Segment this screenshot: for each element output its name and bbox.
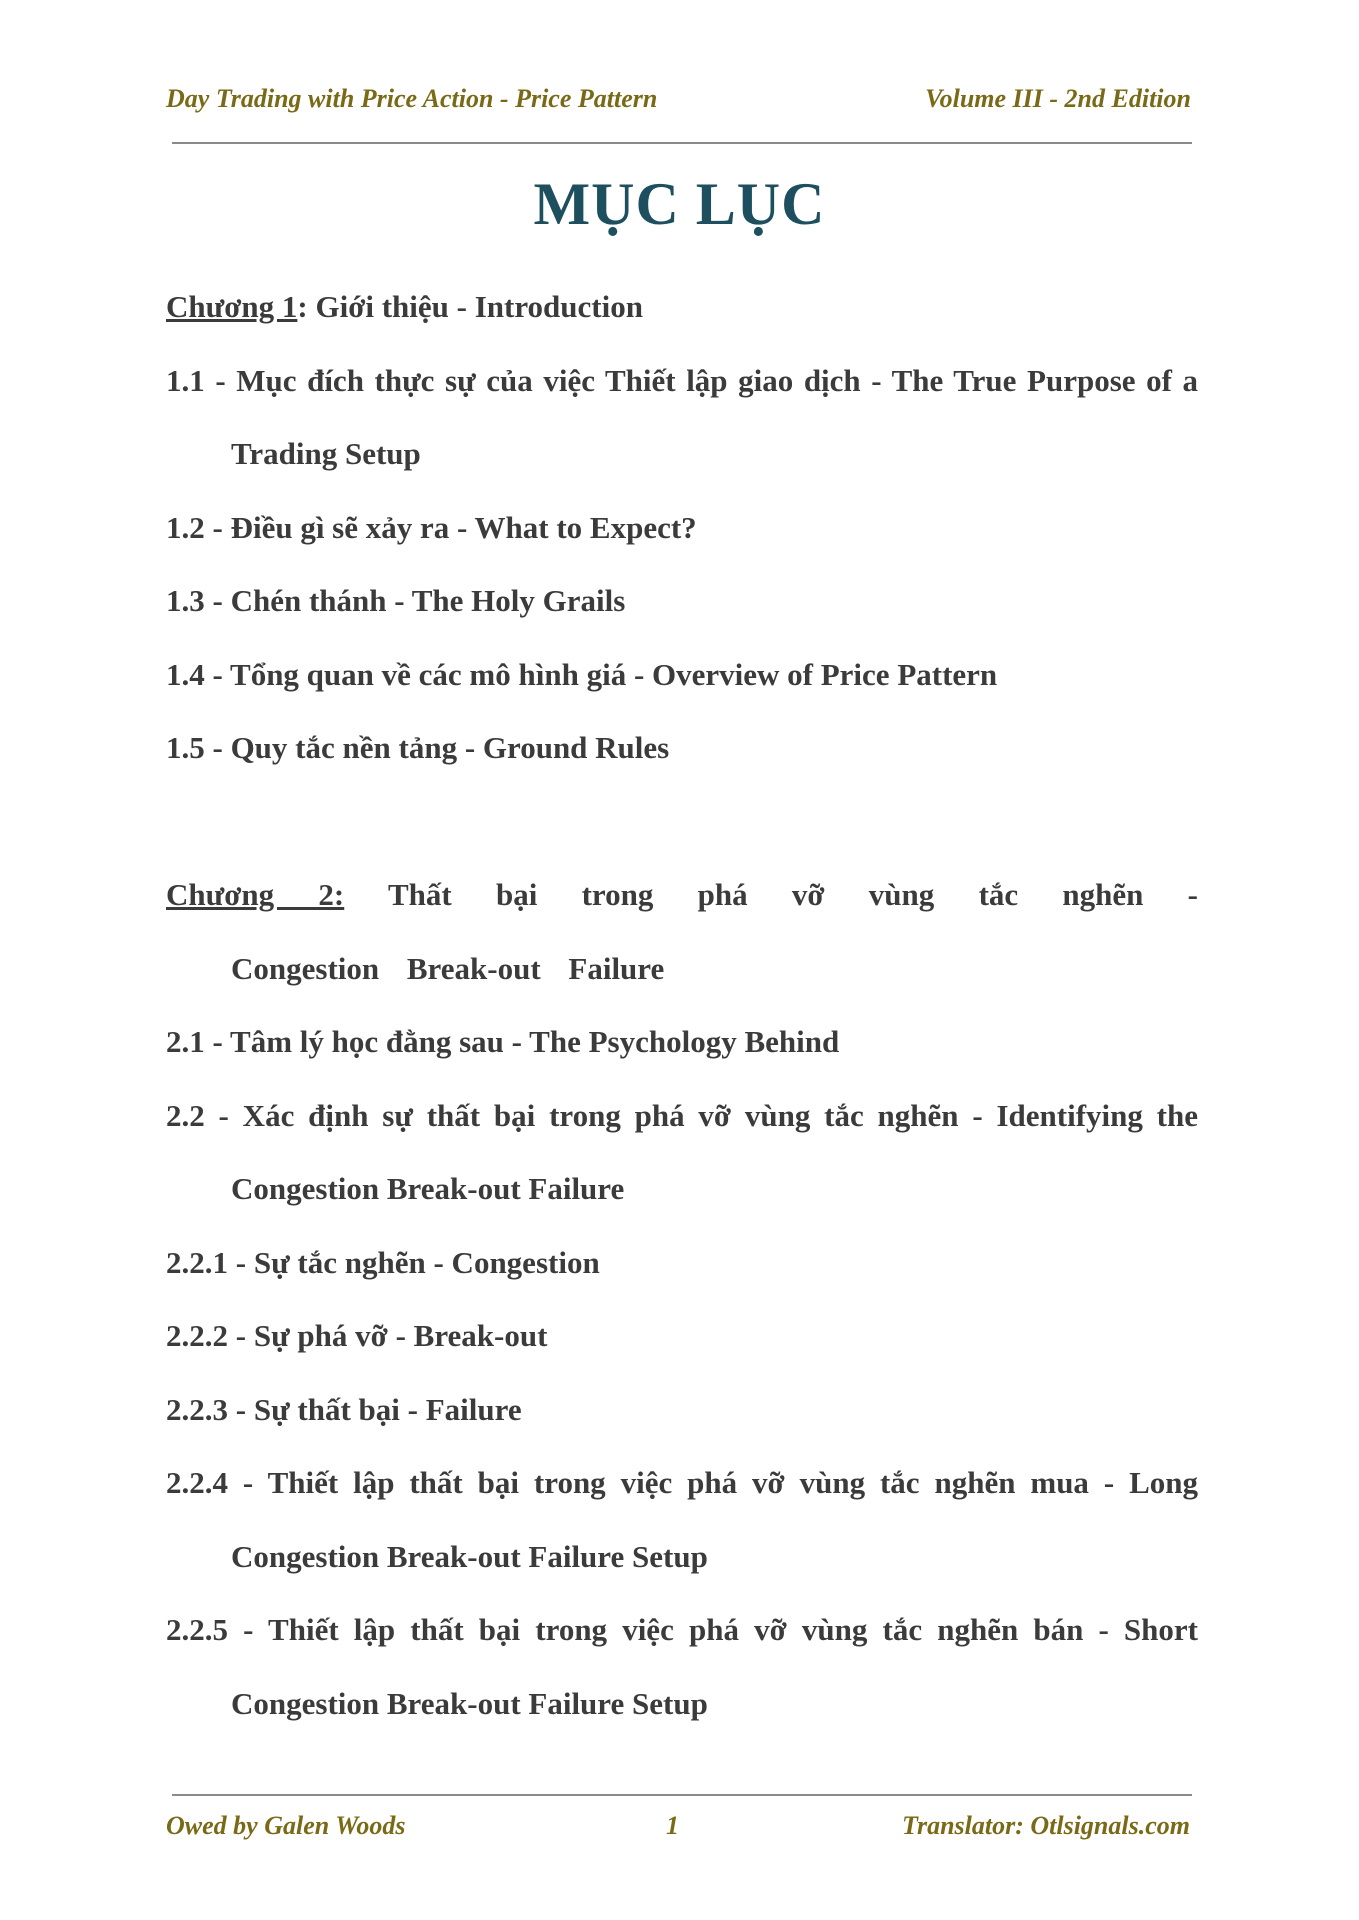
page-header bbox=[166, 84, 1191, 114]
page-title: MỤC LỤC bbox=[533, 171, 826, 237]
toc-chapter-2 bbox=[166, 858, 1198, 1005]
toc-item-2-2-5: 2.2.5 - Thiết lập thất bại trong việc phá vỡ vùng tắc nghẽn bán - Short Congestion Break-out Failure Setup bbox=[166, 1612, 1198, 1721]
chapter-1-label: Chương 1 bbox=[166, 289, 298, 324]
toc-item-1-4: 1.4 - Tổng quan về các mô hình giá - Overview of Price Pattern bbox=[166, 656, 998, 692]
toc-item-2-1: 2.1 - Tâm lý học đằng sau - The Psychology Behind bbox=[166, 1024, 840, 1059]
footer-author: Owed by Galen Woods bbox=[166, 1811, 406, 1840]
toc-item-2-2-2: 2.2.2 - Sự phá vỡ - Break-out bbox=[166, 1318, 548, 1353]
chapter-1-title: : Giới thiệu - Introduction bbox=[297, 289, 643, 324]
chapter-2-label: Chương 2: bbox=[166, 877, 345, 912]
toc-item-1-2: 1.2 - Điều gì sẽ xảy ra - What to Expect? bbox=[166, 509, 697, 545]
toc-item-1-3: 1.3 - Chén thánh - The Holy Grails bbox=[166, 583, 626, 618]
footer-divider bbox=[172, 1794, 1192, 1796]
toc-item-2-2-4: 2.2.4 - Thiết lập thất bại trong việc phá vỡ vùng tắc nghẽn mua - Long Congestion Break-out Failure Setup bbox=[166, 1465, 1198, 1574]
header-divider bbox=[172, 142, 1192, 144]
toc-item-2-2-1: 2.2.1 - Sự tắc nghẽn - Congestion bbox=[166, 1244, 600, 1280]
toc-item-1-1: 1.1 - Mục đích thực sự của việc Thiết lập giao dịch - The True Purpose of a Trading Setup bbox=[166, 362, 1198, 471]
chapter-2-title: Thất bại trong phá vỡ vùng tắc nghẽn - Congestion Break-out Failure bbox=[231, 877, 1198, 986]
toc-item-1-5: 1.5 - Quy tắc nền tảng - Ground Rules bbox=[166, 730, 670, 765]
header-volume: Volume III - 2nd Edition bbox=[925, 84, 1191, 113]
footer-translator: Translator: Otlsignals.com bbox=[902, 1811, 1190, 1840]
page-number: 1 bbox=[666, 1811, 679, 1840]
section-spacer bbox=[166, 785, 1198, 859]
toc-item-2-2: 2.2 - Xác định sự thất bại trong phá vỡ vùng tắc nghẽn - Identifying the Congestion Break-out Failure bbox=[166, 1097, 1198, 1206]
toc-chapter-1 bbox=[166, 270, 1198, 344]
toc-item-2-2-3: 2.2.3 - Sự thất bại - Failure bbox=[166, 1391, 522, 1427]
header-book-title: Day Trading with Price Action - Price Pattern bbox=[166, 84, 658, 113]
table-of-contents bbox=[166, 270, 1198, 1740]
page-footer bbox=[166, 1811, 1190, 1851]
